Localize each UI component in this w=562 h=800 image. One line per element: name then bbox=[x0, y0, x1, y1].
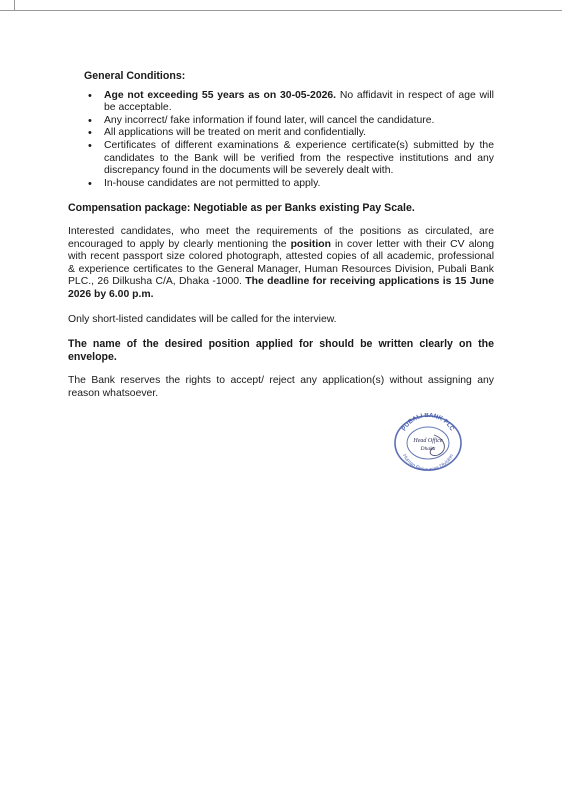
compensation-package: Compensation package: Negotiable as per Banks existing Pay Scale. bbox=[68, 202, 415, 215]
position-word: position bbox=[290, 238, 331, 250]
svg-text:PUBALI BANK PLC: PUBALI BANK PLC bbox=[400, 413, 456, 433]
application-text-part1: Interested candidates, who meet the requirements of the positions as circulated, are encouraged to apply by clearly mentioning the bbox=[68, 225, 494, 250]
conditions-list bbox=[68, 90, 494, 191]
shortlist-note: Only short-listed candidates will be called for the interview. bbox=[68, 313, 337, 325]
svg-text:Head Office: Head Office bbox=[413, 438, 443, 444]
age-affidavit-text: No affidavit in respect of age will be acceptable. bbox=[104, 89, 494, 114]
condition-item-merit: • All applications will be treated on merit and confidentially. bbox=[104, 127, 494, 140]
svg-text:Dhaka: Dhaka bbox=[420, 446, 436, 452]
condition-item-age bbox=[104, 90, 494, 115]
page-top-border bbox=[0, 0, 562, 11]
condition-item-certificates: • Certificates of different examinations & experience certificate(s) submitted by the candidates to the Bank will be verified from the respective institutions and any discrepancy found in the documents will be severely dealt with. bbox=[104, 140, 494, 178]
general-conditions-heading: General Conditions: bbox=[84, 70, 186, 82]
seal-icon bbox=[388, 413, 468, 473]
condition-item-fake-info: • Any incorrect/ fake information if found later, will cancel the candidature. bbox=[104, 115, 494, 128]
reservation-note: The Bank reserves the rights to accept/ reject any application(s) without assigning any reason whatsoever. bbox=[68, 375, 494, 399]
svg-text:Human Resources Division: Human Resources Division bbox=[400, 453, 456, 473]
application-text-part2: in cover letter with their CV along with recent passport size colored photograph, attested copies of all academic, professional & experience certificates to the General Manager, Human Resources Division, Pubali Bank PLC., 26 Dilkusha C/A, Dhaka -1000. bbox=[68, 238, 494, 288]
bank-seal-stamp bbox=[388, 413, 468, 473]
envelope-note: The name of the desired position applied for should be written clearly on the envelope. bbox=[68, 338, 494, 363]
condition-item-in-house: • In-house candidates are not permitted to apply. bbox=[104, 178, 494, 191]
age-limit-text: Age not exceeding 55 years as on 30-05-2026. bbox=[104, 89, 337, 101]
document-body bbox=[68, 70, 494, 412]
application-instructions bbox=[68, 226, 494, 302]
application-deadline: The deadline for receiving applications is 15 June 2026 by 6.00 p.m. bbox=[68, 276, 494, 300]
